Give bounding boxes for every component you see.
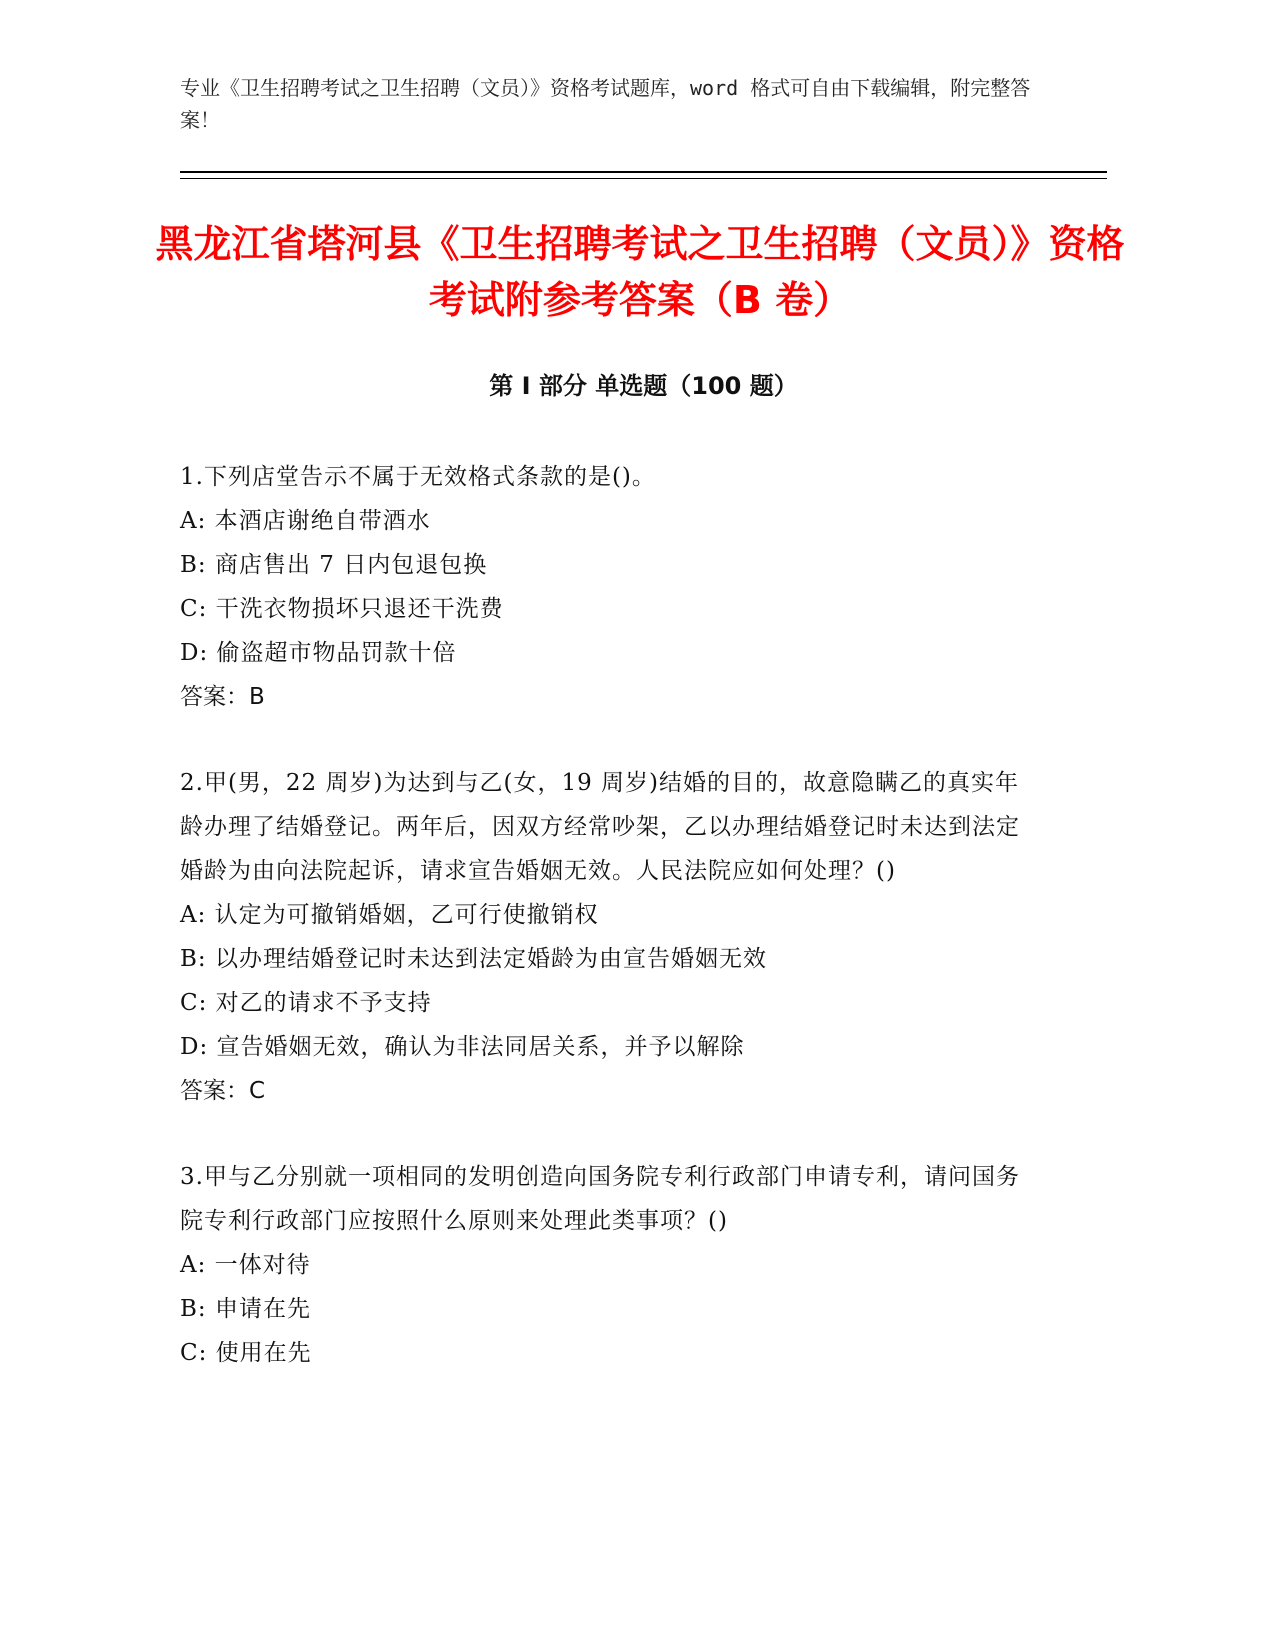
option-d: D: 宣告婚姻无效，确认为非法同居关系，并予以解除 — [180, 1034, 745, 1060]
option-d: D: 偷盗超市物品罚款十倍 — [180, 640, 457, 666]
header-note: 专业《卫生招聘考试之卫生招聘（文员）》资格考试题库，word 格式可自由下载编辑，附完整答案！ — [180, 76, 1031, 132]
option-c: C: 干洗衣物损坏只退还干洗费 — [180, 596, 504, 622]
option-c: C: 使用在先 — [180, 1340, 312, 1366]
answer-line: 答案：C — [180, 1078, 266, 1104]
option-b: B: 以办理结婚登记时未达到法定婚龄为由宣告婚姻无效 — [180, 946, 767, 972]
option-a: A: 认定为可撤销婚姻，乙可行使撤销权 — [180, 902, 599, 928]
option-a: A: 本酒店谢绝自带酒水 — [180, 508, 431, 534]
header-divider-thin — [180, 178, 1107, 179]
question-stem: 1.下列店堂告示不属于无效格式条款的是()。 — [180, 464, 656, 490]
question-1 — [180, 455, 1030, 719]
header-divider-thick — [180, 171, 1107, 173]
question-2 — [180, 761, 1030, 1113]
option-b: B: 商店售出 7 日内包退包换 — [180, 552, 488, 578]
question-stem: 2.甲(男，22 周岁)为达到与乙(女，19 周岁)结婚的目的，故意隐瞒乙的真实年龄办理了结婚登记。两年后，因双方经常吵架，乙以办理结婚登记时未达到法定婚龄为由向法院起诉，请求宣告婚姻无效。人民法院应如何处理？() — [180, 770, 1020, 884]
answer-line: 答案：B — [180, 684, 265, 710]
option-c: C: 对乙的请求不予支持 — [180, 990, 432, 1016]
option-b: B: 申请在先 — [180, 1296, 311, 1322]
option-a: A: 一体对待 — [180, 1252, 311, 1278]
question-3 — [180, 1155, 1030, 1375]
question-stem: 3.甲与乙分别就一项相同的发明创造向国务院专利行政部门申请专利，请问国务院专利行政部门应按照什么原则来处理此类事项？() — [180, 1164, 1020, 1234]
document-title: 黑龙江省塔河县《卫生招聘考试之卫生招聘（文员）》资格考试附参考答案（B 卷） — [155, 222, 1125, 322]
question-list — [180, 455, 1030, 1417]
section-title: 第 I 部分 单选题（100 题） — [489, 372, 798, 400]
